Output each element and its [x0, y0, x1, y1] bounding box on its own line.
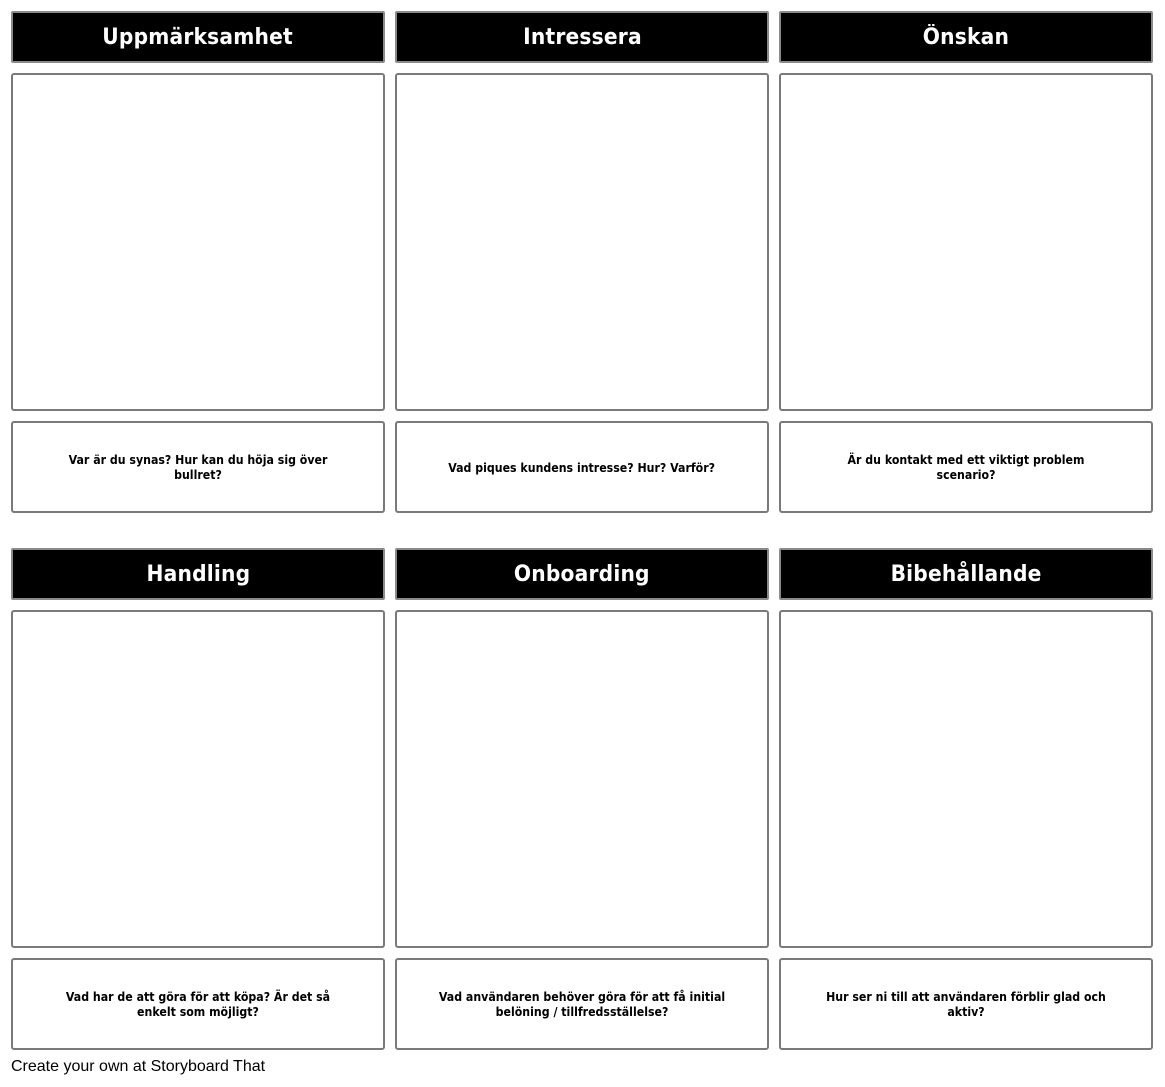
cell-5-description-box[interactable] [395, 958, 769, 1050]
cell-3-title: Önskan [922, 24, 1010, 50]
footer-credit-link[interactable]: Create your own at Storyboard That [11, 1058, 266, 1075]
cell-4-description: Vad har de att göra för att köpa? Är det så enkelt som möjligt? [65, 989, 331, 1019]
cell-1-title-bar [11, 11, 385, 63]
cell-5-title: Onboarding [514, 561, 650, 587]
cell-1-description: Var är du synas? Hur kan du höja sig över bullret? [68, 452, 328, 482]
cell-4-title-bar [11, 548, 385, 600]
cell-1-description-box[interactable] [11, 421, 385, 513]
cell-2-title-bar [395, 11, 769, 63]
cell-5-title-bar [395, 548, 769, 600]
cell-6-title: Bibehållande [890, 561, 1042, 587]
cell-3-title-bar [779, 11, 1153, 63]
cell-6-description: Hur ser ni till att användaren förblir glad och aktiv? [826, 989, 1106, 1019]
cell-4-title: Handling [146, 561, 250, 587]
cell-2-title: Intressera [522, 24, 642, 50]
cell-3-description: Är du kontakt med ett viktigt problem scenario? [847, 452, 1085, 482]
cell-6-description-box[interactable] [779, 958, 1153, 1050]
cell-3-image-area[interactable] [779, 73, 1153, 411]
cell-1-image-area[interactable] [11, 73, 385, 411]
cell-6-image-area[interactable] [779, 610, 1153, 948]
cell-4-description-box[interactable] [11, 958, 385, 1050]
cell-5-image-area[interactable] [395, 610, 769, 948]
cell-2-image-area[interactable] [395, 73, 769, 411]
cell-2-description: Vad piques kundens intresse? Hur? Varför? [448, 459, 716, 475]
cell-2-description-box[interactable] [395, 421, 769, 513]
cell-1-title: Uppmärksamhet [102, 24, 294, 50]
cell-3-description-box[interactable] [779, 421, 1153, 513]
cell-5-description: Vad användaren behöver göra för att få initial belöning / tillfredsställelse? [438, 989, 726, 1019]
cell-4-image-area[interactable] [11, 610, 385, 948]
cell-6-title-bar [779, 548, 1153, 600]
